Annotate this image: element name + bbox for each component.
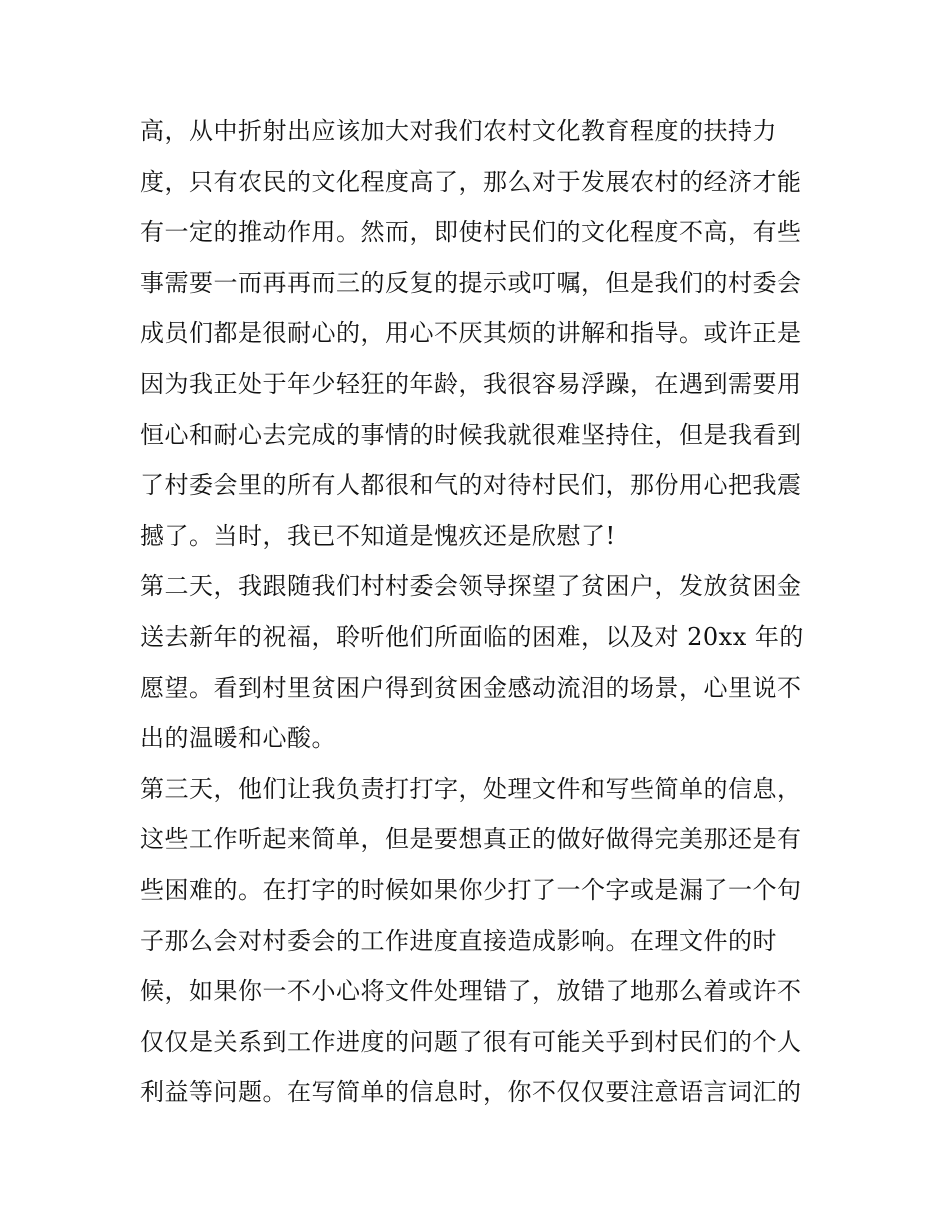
text-line-6: 因为我正处于年少轻狂的年龄，我很容易浮躁，在遇到需要用 — [140, 369, 802, 398]
text-line-4: 事需要一而再再而三的反复的提示或叮嘱，但是我们的村委会 — [140, 268, 802, 297]
document-body — [140, 106, 820, 1118]
text-line-10: 第二天，我跟随我们村村委会领导探望了贫困户，发放贫困金 — [140, 572, 802, 601]
text-line-12: 愿望。看到村里贫困户得到贫困金感动流泪的场景，心里说不 — [140, 673, 802, 702]
text-line-19: 仅仅是关系到工作进度的问题了很有可能关乎到村民们的个人 — [140, 1027, 802, 1056]
text-line-8: 了村委会里的所有人都很和气的对待村民们，那份用心把我震 — [140, 471, 802, 500]
text-line-13: 出的温暖和心酸。 — [140, 724, 336, 753]
text-line-5: 成员们都是很耐心的，用心不厌其烦的讲解和指导。或许正是 — [140, 319, 802, 348]
text-line-14: 第三天，他们让我负责打打字，处理文件和写些简单的信息， — [140, 774, 802, 803]
text-line-2: 度，只有农民的文化程度高了，那么对于发展农村的经济才能 — [140, 167, 802, 196]
text-line-18: 候，如果你一不小心将文件处理错了，放错了地那么着或许不 — [140, 977, 802, 1006]
text-line-1: 高，从中折射出应该加大对我们农村文化教育程度的扶持力 — [140, 117, 777, 145]
text-line-7: 恒心和耐心去完成的事情的时候我就很难坚持住，但是我看到 — [140, 420, 802, 449]
text-line-17: 子那么会对村委会的工作进度直接造成影响。在理文件的时 — [140, 926, 777, 955]
text-line-16: 些困难的。在打字的时候如果你少打了一个字或是漏了一个句 — [140, 875, 802, 904]
text-line-9: 撼了。当时，我已不知道是愧疚还是欣慰了! — [140, 521, 616, 550]
text-line-15: 这些工作听起来简单，但是要想真正的做好做得完美那还是有 — [140, 825, 802, 854]
text-line-3: 有一定的推动作用。然而，即使村民们的文化程度不高，有些 — [140, 218, 802, 247]
text-line-20: 利益等问题。在写简单的信息时，你不仅仅要注意语言词汇的 — [140, 1078, 802, 1107]
text-line-11: 送去新年的祝福，聆听他们所面临的困难，以及对 20xx 年的 — [140, 622, 804, 651]
